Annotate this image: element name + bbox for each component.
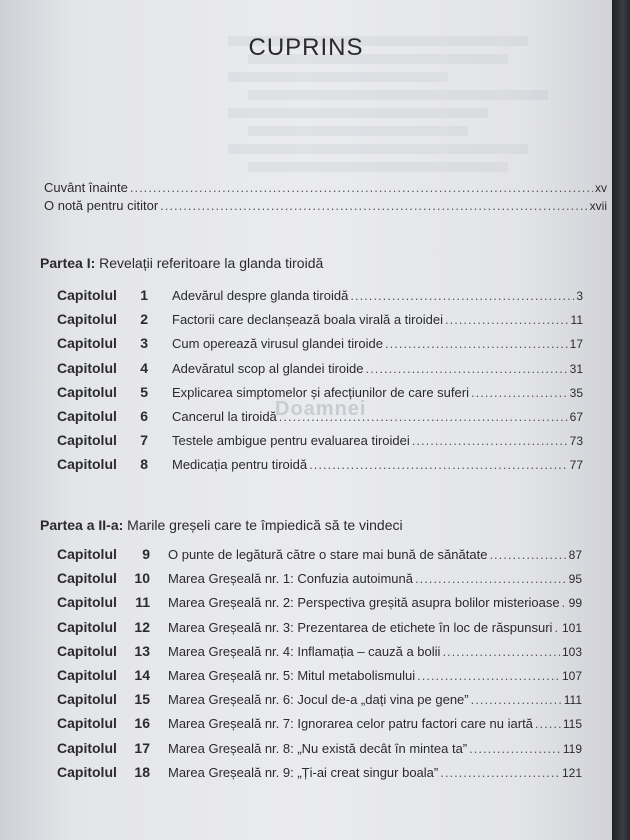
chapter-word: Capitolul [57, 691, 117, 708]
dot-leader [442, 644, 560, 659]
entry-page: 3 [576, 289, 583, 303]
show-through-line [228, 72, 448, 82]
part-1-title: Revelații referitoare la glanda tiroidă [99, 255, 324, 271]
dot-leader [489, 547, 566, 562]
dot-leader [417, 668, 560, 683]
entry-title: O punte de legătură către o stare mai bună de sănătate [168, 547, 488, 562]
chapter-word: Capitolul [57, 618, 117, 635]
entry-title: Medicația pentru tiroidă [172, 457, 308, 473]
chapter-word: Capitolul [57, 311, 117, 328]
entry-title: O notă pentru cititor [44, 198, 159, 213]
entry-title: Marea Greșeală nr. 7: Ignorarea celor patru factori care nu iartă [168, 716, 533, 732]
toc-entry [44, 198, 607, 213]
chapter-number: 5 [140, 383, 148, 400]
toc-entry [172, 385, 583, 400]
dot-leader [535, 716, 561, 731]
chapter-number: 4 [140, 359, 148, 376]
chapter-number: 12 [134, 618, 150, 635]
entry-title: Adevărul despre glanda tiroidă [172, 288, 349, 303]
entry-title: Cuvânt înainte [44, 180, 128, 195]
chapter-word: Capitolul [57, 715, 117, 732]
entry-title: Testele ambigue pentru evaluarea tiroidei [172, 433, 410, 449]
chapter-word: Capitolul [57, 287, 117, 303]
entry-page: 111 [563, 693, 582, 708]
chapter-number: 1 [140, 287, 148, 303]
entry-page: 115 [562, 717, 582, 732]
entry-page: 77 [569, 458, 583, 473]
entry-page: 101 [561, 620, 582, 635]
dot-leader [562, 595, 567, 610]
toc-entry [172, 312, 583, 327]
dot-leader [554, 620, 560, 635]
entry-page: 95 [568, 572, 582, 587]
toc-entry [168, 716, 582, 731]
chapter-word: Capitolul [57, 667, 117, 683]
dot-leader [160, 198, 587, 213]
dot-leader [471, 692, 562, 707]
chapter-word: Capitolul [57, 739, 117, 756]
chapter-number: 2 [140, 311, 148, 328]
dot-leader [469, 741, 561, 756]
part-2-heading [40, 517, 403, 533]
dot-leader [415, 571, 567, 586]
chapter-number: 10 [134, 570, 150, 587]
entry-title: Marea Greșeală nr. 4: Inflamația – cauză a bolii [168, 643, 441, 659]
entry-title: Marea Greșeală nr. 5: Mitul metabolismului [168, 668, 416, 683]
dot-leader [130, 180, 593, 195]
chapter-word: Capitolul [57, 432, 117, 449]
chapter-number: 3 [140, 335, 148, 352]
show-through-line [228, 108, 488, 118]
toc-entry [168, 765, 582, 780]
show-through-line [248, 90, 548, 100]
chapter-number: 6 [140, 408, 148, 424]
book-edge [612, 0, 630, 840]
toc-entry [168, 571, 582, 586]
toc-entry [172, 433, 583, 448]
toc-entry [168, 644, 582, 659]
entry-page: xvii [589, 199, 607, 213]
toc-entry [172, 361, 583, 376]
chapter-word: Capitolul [57, 383, 117, 400]
toc-entry [172, 336, 583, 351]
dot-leader [366, 361, 568, 376]
chapter-word: Capitolul [57, 594, 117, 611]
entry-page: 103 [561, 644, 582, 659]
watermark-logo: Doamnei [275, 398, 367, 420]
chapter-number: 14 [134, 667, 150, 683]
chapter-number: 9 [142, 546, 150, 562]
entry-title: Cancerul la tiroidă [172, 409, 277, 424]
toc-entry [168, 692, 582, 707]
dot-leader [309, 457, 568, 472]
toc-entry [168, 668, 582, 683]
chapter-number: 11 [135, 594, 150, 611]
entry-title: Explicarea simptomelor și afecțiunilor de care suferi [172, 384, 469, 400]
entry-title: Factorii care declanșează boala virală a tiroidei [172, 312, 443, 328]
chapter-word: Capitolul [57, 359, 117, 376]
entry-page: 11 [570, 313, 583, 328]
toc-entry [168, 741, 582, 756]
toc-entry [172, 457, 583, 472]
entry-title: Marea Greșeală nr. 6: Jocul de-a „dați vina pe gene” [168, 692, 469, 708]
dot-leader [440, 765, 560, 780]
entry-page: 73 [569, 434, 583, 449]
chapter-number: 7 [140, 432, 148, 449]
entry-page: 35 [569, 385, 583, 400]
entry-title: Adevăratul scop al glandei tiroide [172, 360, 364, 376]
entry-page: 31 [569, 361, 583, 376]
chapter-number: 8 [140, 456, 148, 473]
dot-leader [445, 312, 569, 327]
toc-entry [44, 180, 607, 195]
chapter-word: Capitolul [57, 763, 117, 780]
dot-leader [350, 288, 574, 303]
entry-title: Marea Greșeală nr. 3: Prezentarea de etichete în loc de răspunsuri [168, 619, 553, 635]
dot-leader [471, 385, 568, 400]
chapter-word: Capitolul [57, 546, 117, 562]
dot-leader [385, 336, 568, 351]
entry-title: Marea Greșeală nr. 9: „Ți-ai creat singur boala” [168, 764, 439, 780]
show-through-line [248, 162, 508, 172]
toc-entry [172, 409, 583, 424]
chapter-number: 15 [134, 691, 150, 708]
part-2-label: Partea a II-a: [40, 517, 124, 533]
part-1-heading [40, 255, 323, 271]
entry-page: 17 [569, 337, 583, 352]
chapter-word: Capitolul [57, 456, 117, 473]
entry-title: Marea Greșeală nr. 8: „Nu există decât în mintea ta” [168, 740, 468, 756]
entry-page: 87 [568, 548, 582, 562]
toc-entry [172, 288, 583, 303]
part-2-title: Marile greșeli care te împiedică să te vindeci [127, 517, 403, 533]
chapter-word: Capitolul [57, 642, 117, 659]
entry-page: 99 [568, 596, 582, 611]
entry-page: xv [595, 181, 607, 195]
chapter-number: 16 [134, 715, 150, 732]
toc-entry [168, 595, 582, 610]
chapter-word: Capitolul [57, 408, 117, 424]
page-title: CUPRINS [248, 34, 364, 61]
entry-page: 119 [562, 741, 582, 756]
chapter-number: 17 [134, 739, 150, 756]
entry-title: Marea Greșeală nr. 2: Perspectiva greșită asupra bolilor misterioase [168, 595, 560, 611]
show-through-line [248, 126, 468, 136]
entry-page: 67 [569, 410, 583, 424]
toc-entry [168, 547, 582, 562]
show-through-line [228, 144, 528, 154]
toc-entry [168, 620, 582, 635]
entry-page: 107 [561, 669, 582, 683]
dot-leader [412, 433, 568, 448]
chapter-number: 18 [134, 763, 150, 780]
entry-page: 121 [561, 765, 582, 780]
chapter-number: 13 [134, 642, 150, 659]
chapter-word: Capitolul [57, 570, 117, 587]
part-1-label: Partea I: [40, 255, 96, 271]
entry-title: Cum operează virusul glandei tiroide [172, 336, 384, 352]
entry-title: Marea Greșeală nr. 1: Confuzia autoimună [168, 571, 413, 587]
chapter-word: Capitolul [57, 335, 117, 352]
